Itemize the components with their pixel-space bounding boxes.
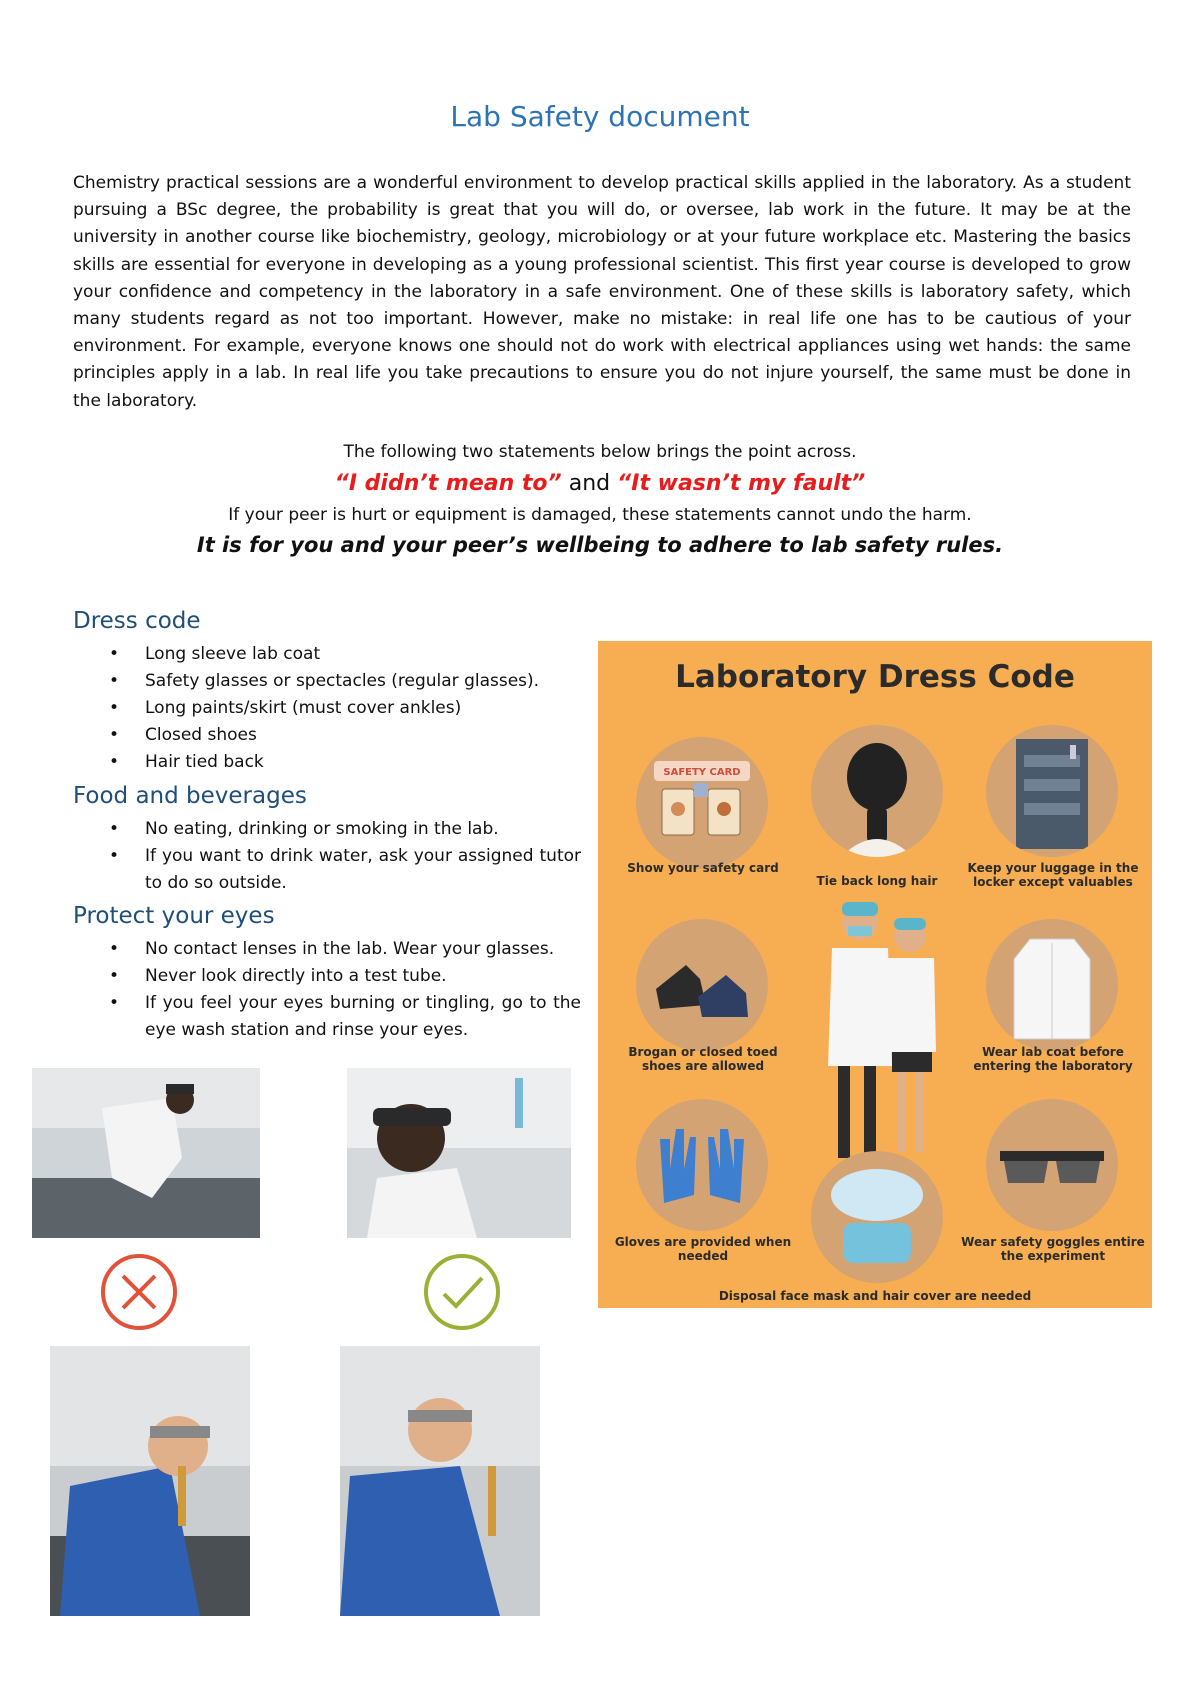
shoe-icon: [636, 919, 768, 1051]
hair-icon: [811, 725, 943, 857]
safety-card-icon: [636, 737, 768, 869]
goggles-icon: [986, 1099, 1118, 1231]
dress-code-poster: [598, 641, 1152, 1308]
food-heading: Food and beverages: [73, 783, 307, 809]
list-item: • Hair tied back: [73, 749, 581, 776]
intro-paragraph: Chemistry practical sessions are a wonderful environment to develop practical skills applied in the laboratory. As a student pursuing a BSc degree, the probability is great that you will do, or oversee, lab work in the future. It may be at the university in another course like biochemistry, geology, microbiology or at your future workplace etc. Mastering the basics skills are essential for everyone in developing as a young professional scientist. This first year course is developed to grow your confidence and competency in the laboratory in a safe environment. One of these skills is laboratory safety, which many students regard as not too important. However, make no mistake: in real life one has to be cautious of your environment. For example, everyone knows one should not do work with electrical appliances using wet hands: the same principles apply in a lab. In real life you take precautions to ensure you do not injure yourself, the same must be done in the laboratory.: [73, 173, 1131, 411]
scientists-icon: [818, 896, 948, 1176]
statements-lead: The following two statements below brings the point across.: [343, 442, 857, 462]
list-item: • Long paints/skirt (must cover ankles): [73, 695, 581, 722]
harm-statement: If your peer is hurt or equipment is damaged, these statements cannot undo the harm.: [228, 505, 972, 525]
quote-not-my-fault: “It wasn’t my fault”: [617, 471, 866, 496]
statements-quotes: [0, 471, 1200, 496]
list-item: • Closed shoes: [73, 722, 581, 749]
list-item: • No eating, drinking or smoking in the lab.: [73, 816, 581, 843]
poster-footer: Disposal face mask and hair cover are needed: [718, 1289, 1032, 1303]
gloves-icon: [636, 1099, 768, 1231]
list-item: • Never look directly into a test tube.: [73, 963, 581, 990]
caption-hair: Tie back long hair: [816, 874, 938, 888]
caption-goggles: Wear safety goggles entire the experiment: [961, 1235, 1145, 1263]
quote-and: and: [568, 471, 611, 496]
lab-coat-icon: [986, 919, 1118, 1051]
caption-gloves: Gloves are provided when needed: [614, 1235, 792, 1263]
photo-bending-over-bench: [32, 1068, 260, 1238]
list-item: • If you want to drink water, ask your assigned tutor to do so outside.: [73, 843, 581, 897]
food-list: [73, 816, 581, 897]
caption-shoes: Brogan or closed toed shoes are allowed: [628, 1045, 778, 1073]
list-item: • If you feel your eyes burning or tingling, go to the eye wash station and rinse your eyes.: [73, 990, 581, 1044]
quote-didnt-mean: “I didn’t mean to”: [334, 471, 562, 496]
caption-coat: Wear lab coat before entering the laboratory: [973, 1045, 1133, 1073]
caption-safety-card: Show your safety card: [627, 861, 779, 875]
dress-code-list: [73, 641, 581, 776]
safety-card-label: SAFETY CARD: [663, 767, 741, 778]
photo-sniffing-test-tube-wrong: [50, 1346, 250, 1616]
caption-luggage: Keep your luggage in the locker except valuables: [967, 861, 1139, 889]
list-item: • Safety glasses or spectacles (regular glasses).: [73, 668, 581, 695]
mask-icon: [811, 1151, 943, 1283]
list-item: • Long sleeve lab coat: [73, 641, 581, 668]
photo-wafting-test-tube-right: [340, 1346, 540, 1616]
dress-code-heading: Dress code: [73, 608, 201, 634]
correct-mark-icon: [422, 1252, 502, 1332]
locker-icon: [986, 725, 1118, 857]
photo-holding-test-tube: [347, 1068, 571, 1238]
page-title: Lab Safety document: [450, 100, 750, 133]
wellbeing-statement: It is for you and your peer’s wellbeing to adhere to lab safety rules.: [196, 533, 1004, 557]
wrong-mark-icon: [99, 1252, 179, 1332]
list-item: • No contact lenses in the lab. Wear your glasses.: [73, 936, 581, 963]
eyes-heading: Protect your eyes: [73, 903, 275, 929]
eyes-list: [73, 936, 581, 1044]
poster-title: Laboratory Dress Code: [675, 659, 1075, 695]
